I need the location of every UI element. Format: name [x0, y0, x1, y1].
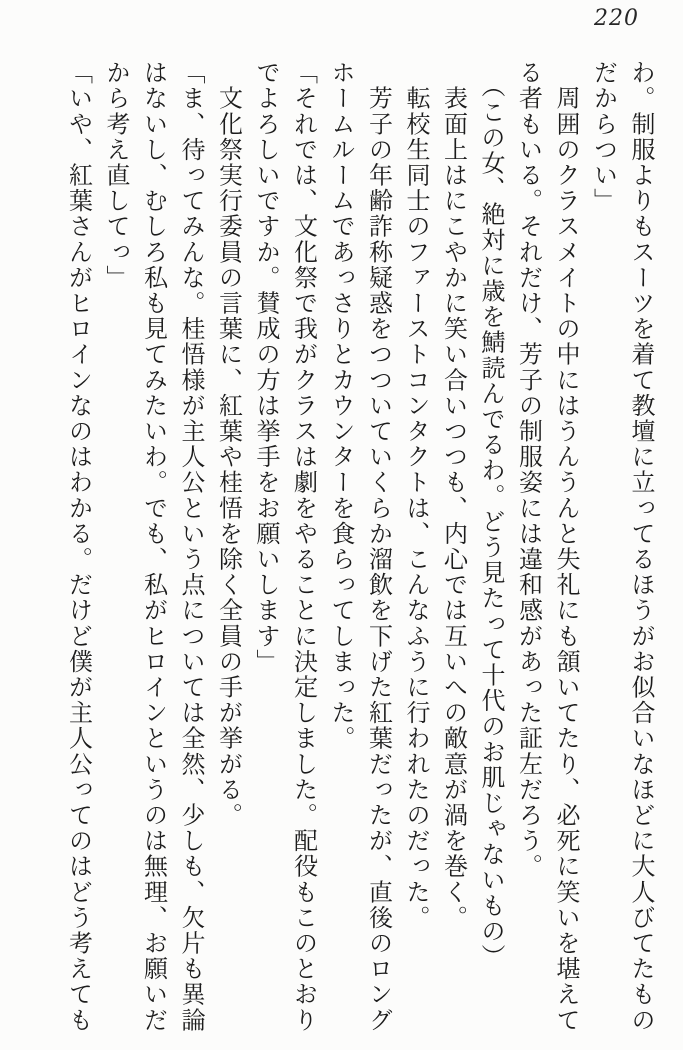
text-line: 転校生同士のファーストコンタクトは、こんなふうに行われたのだった。: [402, 60, 430, 931]
text-line: でよろしいですか。賛成の方は挙手をお願いします」: [252, 60, 280, 675]
text-line: 「いや、紅葉さんがヒロインなのはわかる。だけど僕が主人公ってのはどう考えても: [64, 60, 93, 1033]
text-line: 「それでは、文化祭で我がクラスは劇をやることに決定しました。配役もこのとおり: [289, 60, 318, 1033]
text-line: 周囲のクラスメイトの中にはうんうんと失礼にも頷いてたり、必死に笑いを堪えて: [552, 60, 580, 1033]
text-line: （この女、絶対に歳を鯖読んでるわ。どう見たって十代のお肌じゃないもの）: [477, 60, 505, 970]
text-line: 表面上はにこやかに笑い合いつつも、内心では互いへの敵意が渦を巻く。: [439, 60, 468, 931]
text-line: る者もいる。それだけ、芳子の制服姿には違和感があった証左だろう。: [514, 60, 543, 880]
body-text-block: [59, 60, 659, 1036]
text-line: 文化祭実行委員の言葉に、紅葉や桂悟を除く全員の手が挙がる。: [214, 60, 243, 828]
text-line: だからつい」: [589, 60, 618, 214]
text-line: はないし、むしろ私も見てみたいわ。でも、私がヒロインというのは無理、お願いだ: [139, 60, 168, 1033]
page-number: 220: [594, 6, 639, 31]
text-line: 芳子の年齢詐称疑惑をつついていくらか溜飲を下げた紅葉だったが、直後のロング: [364, 60, 393, 1033]
text-line: から考え直してっ」: [102, 60, 130, 291]
text-line: ホームルームであっさりとカウンターを食らってしまった。: [327, 60, 355, 752]
text-line: 「ま、待ってみんな。桂悟様が主人公という点については全然、少しも、欠片も異論: [177, 60, 205, 1033]
text-line: わ。制服よりもスーツを着て教壇に立ってるほうがお似合いなほどに大人びてたもの: [627, 60, 655, 1033]
